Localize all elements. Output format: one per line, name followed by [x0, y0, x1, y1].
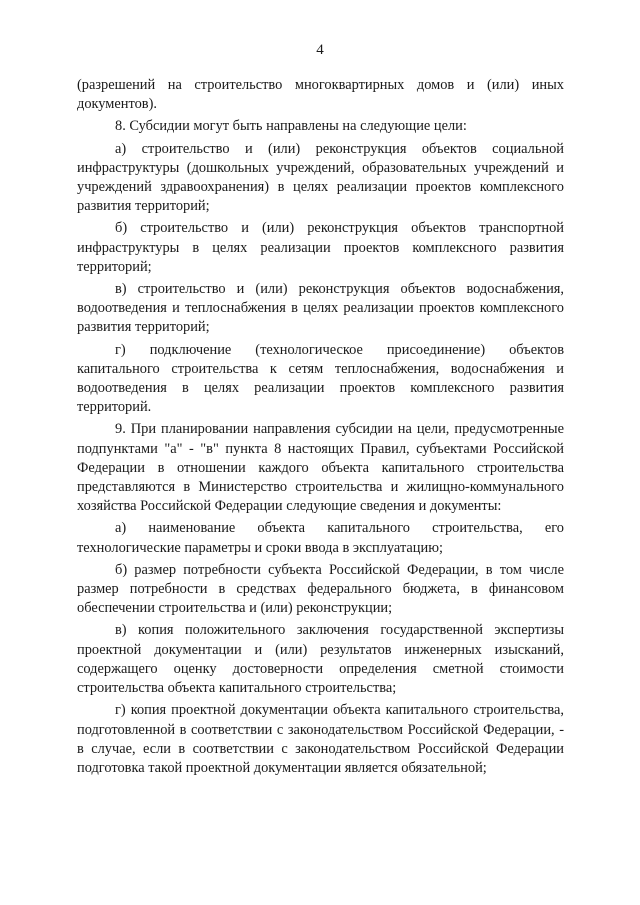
paragraph-item-9: 9. При планировании направления субсидии на цели, предусмотренные подпунктами "а" - "в" пункта 8 настоящих Правил, субъектами Российской Федерации в отношении каждого объекта капитального строительства представляются в Министерство строительства и жилищно-коммунального хозяйства Российской Федерации следующие сведения и документы:: [77, 421, 564, 515]
paragraph-continuation: (разрешений на строительство многоквартирных домов и (или) иных документов).: [77, 77, 564, 113]
subitem-8b: б) строительство и (или) реконструкция объектов транспортной инфраструктуры в целях реализации проектов комплексного развития территорий;: [77, 220, 564, 275]
subitem-9c: в) копия положительного заключения государственной экспертизы проектной документации и (или) результатов инженерных изысканий, содержащего оценку достоверности определения сметной стоимости строительства объекта капитального строительства;: [77, 622, 564, 697]
document-body: [77, 76, 564, 778]
subitem-8a: а) строительство и (или) реконструкция объектов социальной инфраструктуры (дошкольных учреждений, образовательных учреждений и учреждений здравоохранения) в целях реализации проектов комплексного развития территорий;: [77, 140, 564, 215]
subitem-9b: б) размер потребности субъекта Российской Федерации, в том числе размер потребности в средствах федерального бюджета, в финансовом обеспечении строительства и (или) реконструкции;: [77, 561, 564, 617]
paragraph-item-8: 8. Субсидии могут быть направлены на следующие цели:: [115, 118, 467, 135]
subitem-9d: г) копия проектной документации объекта капитального строительства, подготовленной в соответствии с законодательством Российской Федерации, - в случае, если в соответствии с законодательством Российской Федерации подготовка такой проектной документации является обязательной;: [77, 702, 564, 776]
subitem-9a: а) наименование объекта капитального строительства, его технологические параметры и сроки ввода в эксплуатацию;: [77, 520, 564, 556]
subitem-8c: в) строительство и (или) реконструкция объектов водоснабжения, водоотведения и теплоснабжения в целях реализации проектов комплексного развития территорий;: [77, 281, 564, 336]
page-number: 4: [316, 42, 324, 58]
subitem-8d: г) подключение (технологическое присоединение) объектов капитального строительства к сетям теплоснабжения, водоснабжения и водоотведения в целях реализации проектов комплексного развития территорий.: [77, 341, 564, 416]
